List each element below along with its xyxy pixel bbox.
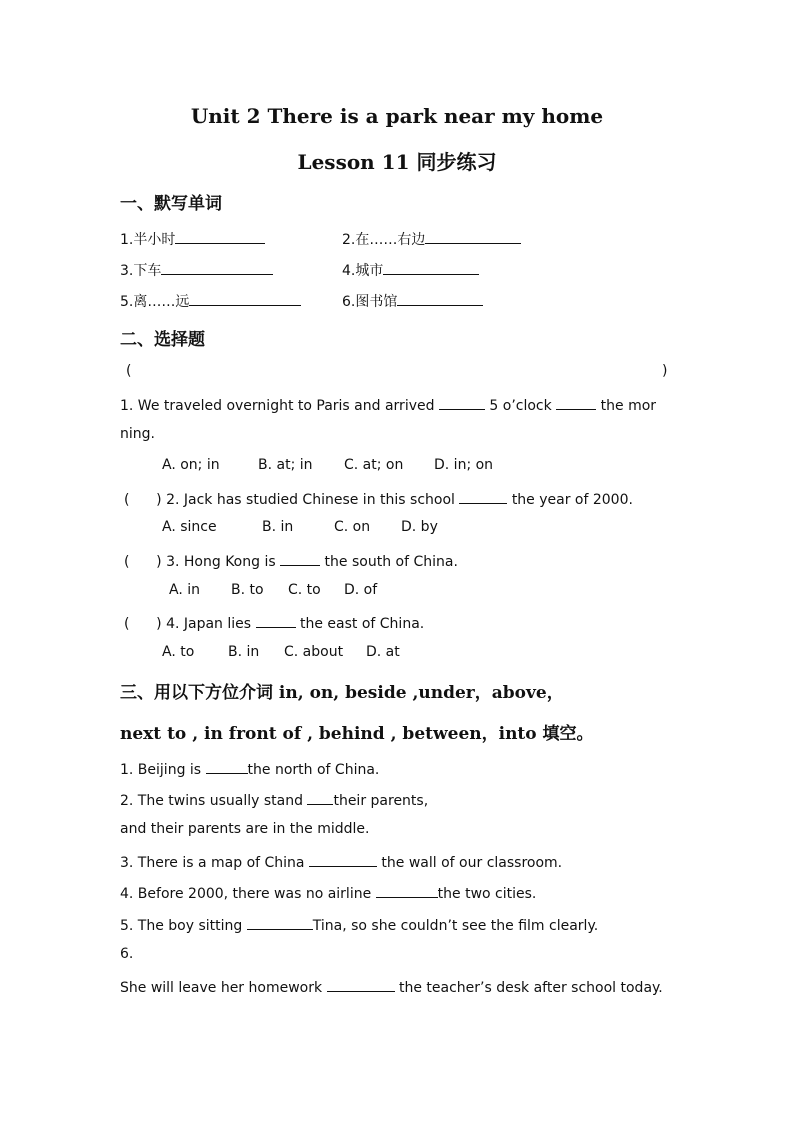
question-3-4 [120,883,536,902]
option-b: B. in [262,519,294,535]
option-b: B. to [231,582,264,598]
answer-blank[interactable] [309,852,377,867]
option-c: C. to [288,582,321,598]
question-text: the teacher’s desk after school today. [399,980,663,996]
question-2-3 [124,551,458,570]
option-d: D. at [366,644,400,660]
option-a: A. to [162,644,195,660]
answer-blank[interactable] [256,613,296,628]
option-c: C. about [284,644,344,660]
answer-blank[interactable] [556,395,596,410]
answer-paren: ( ) [124,554,162,570]
vocab-label: 2.在……右边 [342,232,426,248]
option-a: A. since [162,519,217,535]
question-text: 3. Hong Kong is [166,554,276,570]
question-text: Tina, so she couldn’t see the film clearly. [312,918,599,934]
question-text: She will leave her homework [120,980,323,996]
answer-blank[interactable] [439,395,485,410]
question-text: the mor [600,398,657,414]
option-c: C. on [334,519,371,535]
question-text: 5. The boy sitting [120,918,243,934]
vocab-item-4 [342,260,479,280]
worksheet-subtitle: Lesson 11 同步练习 [297,150,497,174]
answer-blank[interactable] [280,551,320,566]
question-text: 2. The twins usually stand [120,793,303,809]
question-3-2 [120,790,428,809]
vocab-label: 5.离……远 [120,294,190,310]
question-text: the east of China. [299,616,425,632]
question-text: the north of China. [247,762,380,778]
vocab-label: 4.城市 [342,263,384,279]
question-2-2 [124,489,633,508]
vocab-item-6 [342,291,483,311]
question-text: 5 o’clock [489,398,552,414]
answer-blank[interactable] [189,291,301,306]
section2-heading: 二、选择题 [120,330,205,350]
vocab-item-1 [120,229,265,249]
answer-blank[interactable] [383,260,479,275]
vocab-item-3 [120,260,273,280]
question-text: 1. We traveled overnight to Paris and arrived [120,398,435,414]
vocab-label: 3.下车 [120,263,162,279]
question-2-1-continued: ning. [120,426,155,442]
vocab-item-2 [342,229,521,249]
question-text: the south of China. [324,554,458,570]
answer-paren-close: ) [662,363,668,379]
vocab-item-5 [120,291,301,311]
option-a: A. in [169,582,200,598]
question-text: the year of 2000. [511,492,633,508]
answer-paren-open: ( [126,363,132,379]
option-d: D. of [344,582,378,598]
answer-blank[interactable] [376,883,438,898]
option-d: D. by [401,519,438,535]
worksheet-title: Unit 2 There is a park near my home [190,104,604,128]
question-3-2-continued: and their parents are in the middle. [120,821,370,837]
question-2-1 [120,395,656,414]
answer-blank[interactable] [161,260,273,275]
question-text: 4. Japan lies [166,616,252,632]
question-3-1 [120,759,379,778]
section1-heading: 一、默写单词 [120,194,222,214]
question-text: the wall of our classroom. [381,855,563,871]
question-3-6-number: 6. [120,946,134,962]
vocab-label: 6.图书馆 [342,294,398,310]
answer-blank[interactable] [459,489,507,504]
option-a: A. on; in [162,457,220,473]
question-text: their parents, [333,793,429,809]
answer-paren: ( ) [124,616,162,632]
answer-blank[interactable] [247,915,313,930]
answer-blank[interactable] [175,229,265,244]
question-2-4 [124,613,424,632]
answer-blank[interactable] [327,977,395,992]
answer-blank[interactable] [206,759,248,774]
answer-blank[interactable] [307,790,333,805]
question-text: 2. Jack has studied Chinese in this school [166,492,455,508]
vocab-label: 1.半小时 [120,232,176,248]
question-3-3 [120,852,562,871]
question-text: the two cities. [437,886,537,902]
question-text: 4. Before 2000, there was no airline [120,886,372,902]
answer-blank[interactable] [425,229,521,244]
question-3-6 [120,977,663,996]
question-3-5 [120,915,598,934]
section3-heading-line1: 三、用以下方位介词 in, on, beside ,under，above， [120,683,564,703]
answer-paren: ( ) [124,492,162,508]
option-b: B. in [228,644,260,660]
option-b: B. at; in [258,457,313,473]
option-c: C. at; on [344,457,404,473]
answer-blank[interactable] [397,291,483,306]
question-text: 1. Beijing is [120,762,202,778]
question-text: 3. There is a map of China [120,855,305,871]
option-d: D. in; on [434,457,494,473]
section3-heading-line2: next to , in front of , behind , between，into 填空。 [120,724,594,744]
